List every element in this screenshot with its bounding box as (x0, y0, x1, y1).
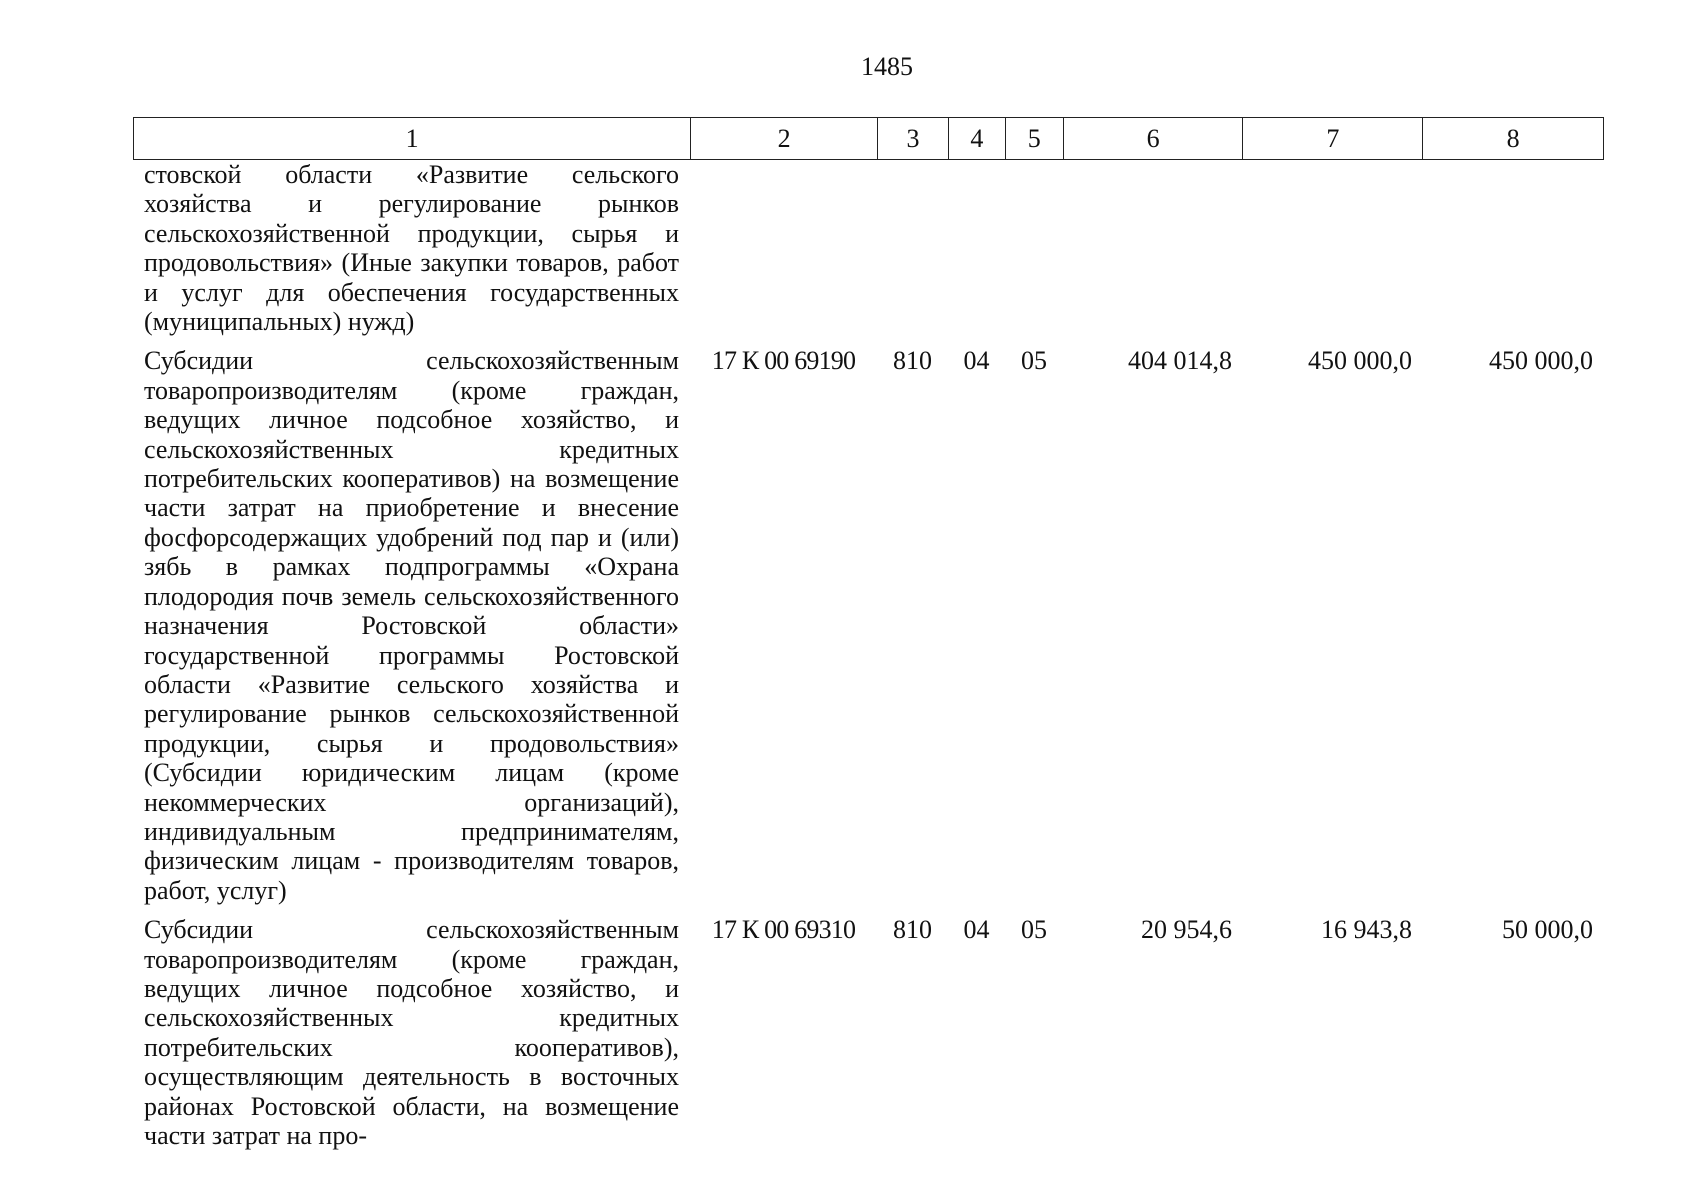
column-header-5: 5 (1005, 118, 1063, 159)
column-header-7: 7 (1242, 118, 1422, 159)
row-subsection: 05 (1021, 915, 1047, 945)
column-header-1: 1 (405, 124, 419, 153)
row-amount-7: 450 000,0 (1308, 346, 1412, 376)
row-expense-type: 810 (893, 346, 932, 376)
row-expense-type: 810 (893, 915, 932, 945)
table-row (133, 915, 1604, 1150)
row-section: 04 (963, 346, 990, 376)
column-header-3: 3 (877, 118, 948, 159)
row-target-code: 17 К 00 69190 (711, 346, 856, 376)
page-number: 1485 (861, 52, 913, 81)
row-amount-7: 16 943,8 (1321, 915, 1412, 945)
row-amount-6: 404 014,8 (1128, 346, 1232, 376)
row-amount-8: 450 000,0 (1489, 346, 1593, 376)
row-description: Субсидии сельскохозяйственным товаропроизводителям (кроме граждан, ведущих личное подсобное хозяйство, и сельскохозяйственных кредитных потребительских кооперативов) на возмещение части затрат на приобретение и внесение фосфорсодержащих удобрений под пар и (или) зябь в рамках подпрограммы «Охрана плодородия почв земель сельскохозяйственного назначения Ростовской области» государственной программы Ростовской области «Развитие сельского хозяйства и регулирование рынков сельскохозяйственной продукции, сырья и продовольствия» (Субсидии юридическим лицам (кроме некоммерческих организаций), индивидуальным предпринимателям, физическим лицам - производителям товаров, работ, услуг) (144, 346, 679, 905)
row-target-code: 17 К 00 69310 (711, 915, 856, 945)
column-header-8: 8 (1422, 118, 1603, 159)
column-header-2: 2 (690, 118, 877, 159)
row-description: Субсидии сельскохозяйственным товаропроизводителям (кроме граждан, ведущих личное подсобное хозяйство, и сельскохозяйственных кредитных потребительских кооперативов), осуществляющим деятельность в восточных районах Ростовской области, на возмещение части затрат на про- (144, 915, 679, 1150)
row-subsection: 05 (1021, 346, 1047, 376)
row-section: 04 (963, 915, 990, 945)
table-row (133, 346, 1604, 905)
column-header-4: 4 (948, 118, 1005, 159)
row-amount-6: 20 954,6 (1141, 915, 1232, 945)
table-body (133, 160, 1604, 1150)
table-row (133, 160, 1604, 336)
row-description: стовской области «Развитие сельского хозяйства и регулирование рынков сельскохозяйственной продукции, сырья и продовольствия» (Иные закупки товаров, работ и услуг для обеспечения государственных (муниципальных) нужд) (144, 160, 679, 337)
row-amount-8: 50 000,0 (1502, 915, 1593, 945)
table-header-row (133, 117, 1604, 160)
column-header-6: 6 (1063, 118, 1243, 159)
